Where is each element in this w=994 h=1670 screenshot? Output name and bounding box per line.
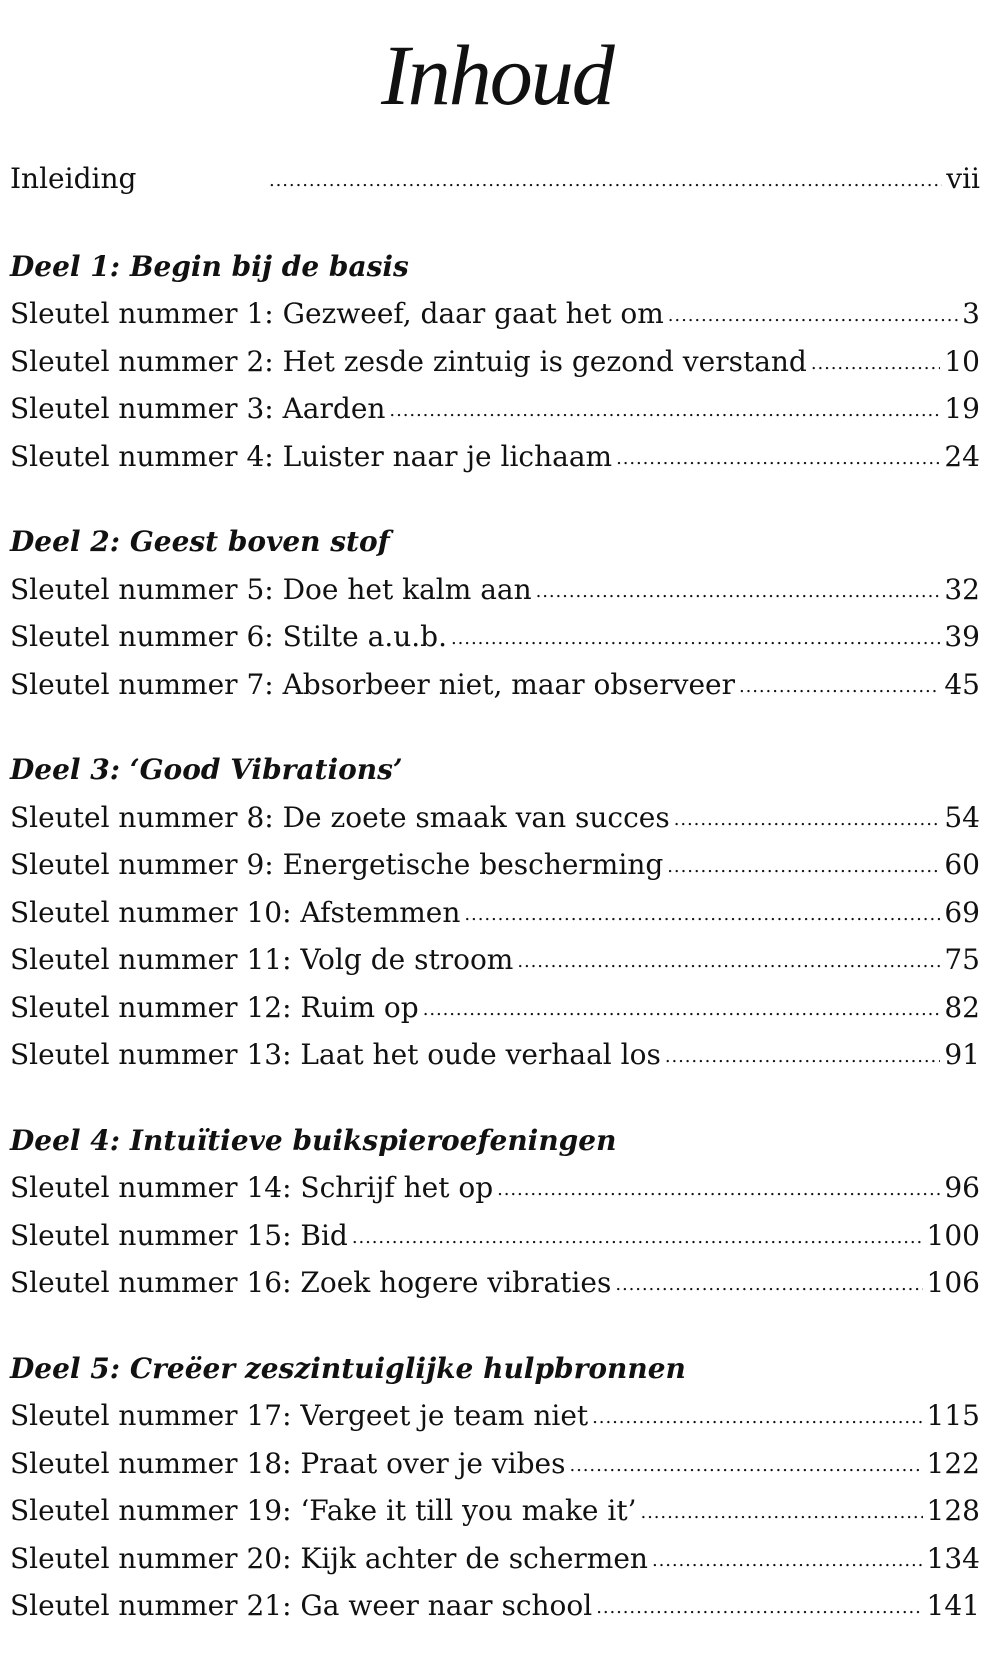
toc-entry [10,794,980,842]
toc-entry-page: 3 [962,297,980,330]
dot-leader [451,620,940,648]
page-title: Inhoud [381,27,613,123]
toc-entry-page: 141 [926,1589,980,1622]
toc-entry-page: 54 [944,800,980,834]
toc-entry-label: Sleutel nummer 16: Zoek hogere vibraties [10,1266,612,1299]
toc-entry [10,1392,980,1440]
toc-entry-page: 115 [926,1399,980,1432]
section-heading: Deel 1: Begin bij de basis [10,249,409,283]
section-heading: Deel 2: Geest boven stof [10,525,390,558]
dot-leader [641,1494,923,1522]
toc-entry [10,1031,980,1079]
dot-leader [667,848,940,876]
toc-entry [10,613,980,661]
toc-entry-page: 19 [944,392,980,425]
toc-entry-page: 69 [944,895,980,929]
toc-entry [10,385,980,433]
toc-entry-intro [10,155,980,203]
toc-entry-label: Sleutel nummer 9: Energetische bescherming [10,848,664,881]
toc-entry-page: 122 [926,1446,980,1480]
toc-entry-label: Sleutel nummer 21: Ga weer naar school [10,1589,593,1622]
toc-entry [10,1440,980,1488]
table-of-contents [10,155,980,1630]
toc-entry-page: vii [946,162,980,195]
toc-entry-label: Sleutel nummer 1: Gezweef, daar gaat het om [10,297,664,330]
dot-leader [517,943,940,971]
dot-leader [674,801,941,829]
toc-entry-page: 106 [926,1266,980,1299]
toc-entry [10,984,980,1032]
toc-entry [10,290,980,338]
toc-entry [10,566,980,614]
toc-entry-label: Sleutel nummer 18: Praat over je vibes [10,1446,566,1480]
toc-entry-label: Sleutel nummer 15: Bid [10,1218,348,1252]
toc-entry-page: 32 [944,572,980,606]
dot-leader [536,573,941,601]
toc-entry-page: 10 [944,344,980,378]
toc-entry [10,1259,980,1307]
dot-leader [352,1219,923,1247]
dot-leader [739,668,940,696]
toc-entry-label: Sleutel nummer 17: Vergeet je team niet [10,1399,589,1432]
toc-entry-label: Sleutel nummer 5: Doe het kalm aan [10,572,532,606]
toc-entry [10,1582,980,1630]
toc-entry [10,841,980,889]
toc-entry-label: Sleutel nummer 12: Ruim op [10,990,419,1024]
toc-entry-page: 96 [944,1171,980,1204]
toc-entry-page: 39 [944,620,980,653]
toc-entry-label: Sleutel nummer 19: ‘Fake it till you make it’ [10,1494,637,1527]
toc-entry-label: Sleutel nummer 4: Luister naar je lichaam [10,439,613,473]
toc-entry-page: 134 [926,1541,980,1575]
toc-entry-label: Sleutel nummer 6: Stilte a.u.b. [10,620,448,653]
toc-entry-label: Sleutel nummer 20: Kijk achter de schermen [10,1541,648,1575]
section-heading: Deel 4: Intuïtieve buikspieroefeningen [10,1123,617,1157]
toc-entry [10,889,980,937]
toc-entry-page: 100 [926,1218,980,1252]
toc-entry-page: 60 [944,848,980,881]
toc-entry-label: Sleutel nummer 3: Aarden [10,392,386,425]
toc-entry-page: 82 [944,990,980,1024]
toc-entry [10,1212,980,1260]
toc-entry-label: Sleutel nummer 7: Absorbeer niet, maar observeer [10,667,735,701]
toc-entry-label: Sleutel nummer 10: Afstemmen [10,895,461,929]
toc-entry-page: 91 [944,1038,980,1071]
toc-entry-label: Sleutel nummer 2: Het zesde zintuig is gezond verstand [10,344,807,378]
toc-entry [10,1487,980,1535]
toc-entry-label: Sleutel nummer 13: Laat het oude verhaal los [10,1038,661,1071]
toc-entry [10,661,980,709]
dot-leader [464,896,940,924]
toc-entry [10,338,980,386]
toc-entry-label: Sleutel nummer 14: Schrijf het op [10,1171,494,1204]
dot-leader [668,297,958,325]
dot-leader [665,1038,941,1066]
toc-entry-page: 75 [944,943,980,976]
toc-entry-page: 45 [944,667,980,701]
toc-entry-label: Sleutel nummer 8: De zoete smaak van succes [10,800,670,834]
dot-leader [423,991,941,1019]
section-heading: Deel 5: Creëer zeszintuiglijke hulpbronnen [10,1351,686,1385]
dot-leader [811,345,941,373]
dot-leader [616,440,940,468]
toc-entry-label: Inleiding [10,162,137,195]
toc-entry-page: 128 [926,1494,980,1527]
dot-leader [592,1399,922,1427]
dot-leader [269,162,942,190]
toc-entry [10,433,980,481]
dot-leader [389,392,940,420]
dot-leader [615,1266,922,1294]
toc-entry [10,936,980,984]
dot-leader [497,1171,940,1199]
toc-entry-page: 24 [944,439,980,473]
dot-leader [596,1589,922,1617]
toc-entry [10,1164,980,1212]
toc-entry-label: Sleutel nummer 11: Volg de stroom [10,943,514,976]
section-heading: Deel 3: ‘Good Vibrations’ [10,753,403,786]
dot-leader [570,1447,923,1475]
dot-leader [652,1542,923,1570]
toc-entry [10,1535,980,1583]
